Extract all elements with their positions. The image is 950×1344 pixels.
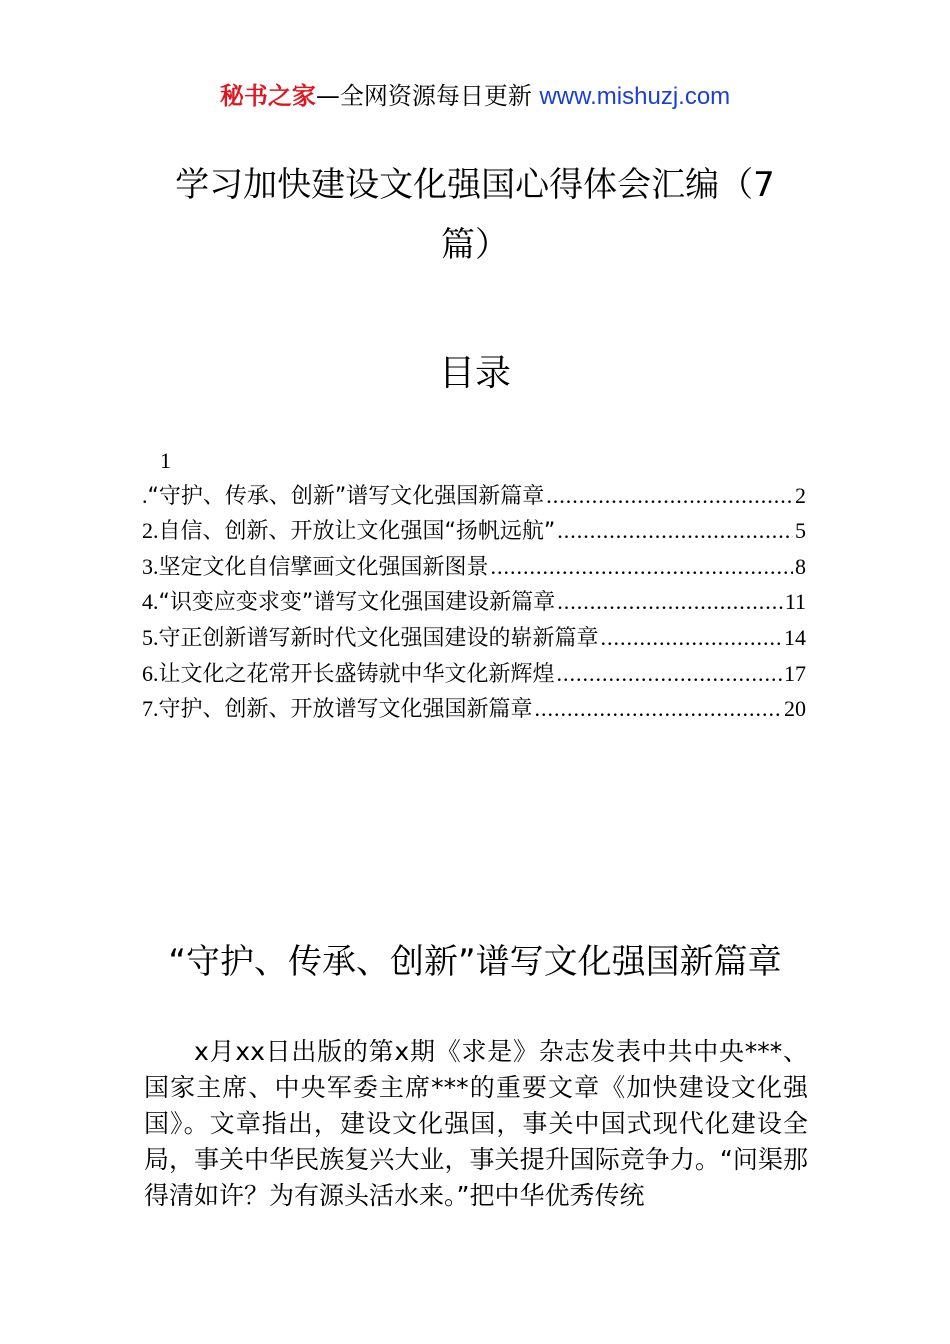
toc-entry[interactable] — [142, 585, 806, 621]
toc-entry-title: 守护、创新、开放谱写文化强国新篇章 — [158, 697, 533, 723]
toc-entry-page-number: 2 — [795, 482, 806, 508]
toc-dot-leader — [491, 550, 793, 585]
toc-entry[interactable] — [142, 657, 806, 693]
document-title-line1: 学习加快建设文化强国心得体会汇编（7 — [175, 165, 775, 205]
toc-entry-number: 3. — [142, 553, 159, 579]
toc-entry-number: 6. — [142, 660, 159, 686]
toc-dot-leader — [535, 692, 782, 727]
site-header — [0, 80, 950, 113]
toc-dot-leader — [546, 479, 793, 514]
toc-first-number: 1 — [160, 448, 171, 473]
toc-entry[interactable] — [142, 692, 806, 728]
section-heading: “守护、传承、创新”谱写文化强国新篇章 — [168, 942, 782, 982]
toc-dot-leader — [601, 621, 782, 656]
toc-heading: 目录 — [438, 353, 511, 394]
document-title — [140, 155, 810, 275]
toc-entry-title: 坚定文化自信擘画文化强国新图景 — [158, 554, 489, 580]
toc-entry-number: 7. — [142, 696, 159, 722]
toc-entry-title: “守护、传承、创新”谱写文化强国新篇章 — [147, 483, 545, 509]
site-tagline: —全网资源每日更新 — [315, 82, 540, 110]
toc-entry-title: 让文化之花常开长盛铸就中华文化新辉煌 — [158, 661, 555, 687]
body-paragraph: x月xx日出版的第x期《求是》杂志发表中共中央***、国家主席、中央军委主席***的重要文章《加快建设文化强国》。文章指出，建设文化强国，事关中国式现代化建设全局，事关中华民族复兴大业，事关提升国际竞争力。“问渠那得清如许？为有源头活水来。”把中华优秀传统 — [144, 1037, 808, 1210]
toc-entry-page-number: 11 — [784, 589, 806, 615]
toc-dot-leader — [557, 514, 793, 549]
toc-dot-leader — [557, 657, 782, 692]
site-url-link[interactable]: www.mishuzj.com — [539, 83, 731, 110]
table-of-contents — [142, 444, 806, 728]
toc-entry-page-number: 5 — [795, 518, 806, 544]
document-title-line2: 篇） — [441, 225, 509, 265]
toc-entry[interactable] — [142, 479, 806, 515]
toc-entry-number: . — [142, 482, 148, 508]
site-brand: 秘书之家 — [219, 82, 316, 110]
toc-entry[interactable] — [142, 514, 806, 550]
toc-entry-page-number: 8 — [795, 553, 806, 579]
toc-entry-title: 自信、创新、开放让文化强国“扬帆远航” — [158, 519, 556, 545]
toc-entry-page-number: 14 — [784, 624, 806, 650]
toc-dot-leader — [557, 585, 783, 620]
toc-entry[interactable] — [142, 621, 806, 657]
toc-entry-page-number: 17 — [784, 660, 806, 686]
toc-entry-title: 守正创新谱写新时代文化强国建设的崭新篇章 — [158, 625, 599, 651]
toc-entry-number: 2. — [142, 518, 159, 544]
toc-entry[interactable] — [142, 550, 806, 586]
toc-entry-title: “识变应变求变”谱写文化强国建设新篇章 — [158, 590, 556, 616]
toc-entry-number: 5. — [142, 624, 159, 650]
toc-entry-number: 4. — [142, 589, 159, 615]
toc-entry-page-number: 20 — [784, 696, 806, 722]
